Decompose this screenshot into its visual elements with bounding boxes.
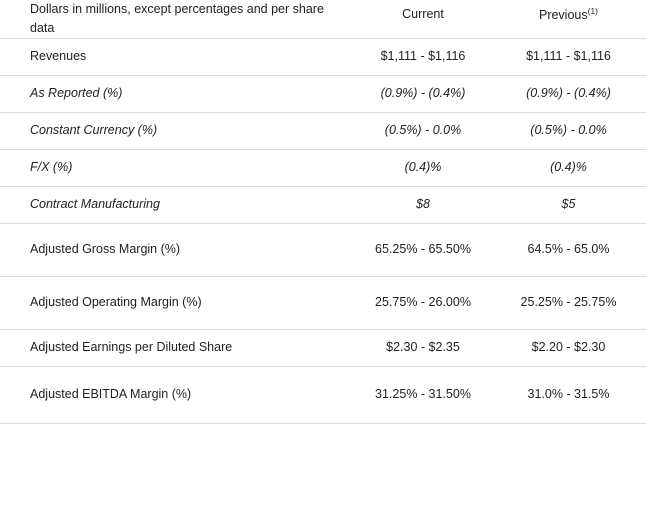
row-previous-value: 64.5% - 65.0% — [491, 223, 646, 276]
row-label: Adjusted Operating Margin (%) — [0, 276, 355, 329]
row-previous-value: (0.9%) - (0.4%) — [491, 75, 646, 112]
row-previous-value: $1,111 - $1,116 — [491, 38, 646, 75]
row-label: As Reported (%) — [0, 75, 355, 112]
row-current-value: $8 — [355, 186, 491, 223]
row-previous-value: 31.0% - 31.5% — [491, 366, 646, 423]
row-label: Adjusted Gross Margin (%) — [0, 223, 355, 276]
table-row — [0, 276, 646, 329]
row-current-value: 25.75% - 26.00% — [355, 276, 491, 329]
row-label: Adjusted Earnings per Diluted Share — [0, 329, 355, 366]
row-previous-value: $2.20 - $2.30 — [491, 329, 646, 366]
row-previous-value: (0.4)% — [491, 149, 646, 186]
row-label: Adjusted EBITDA Margin (%) — [0, 366, 355, 423]
row-current-value: 31.25% - 31.50% — [355, 366, 491, 423]
header-units-note: Dollars in millions, except percentages and per share data — [0, 0, 355, 38]
table-row — [0, 112, 646, 149]
row-label: Contract Manufacturing — [0, 186, 355, 223]
row-current-value: 65.25% - 65.50% — [355, 223, 491, 276]
header-current-label: Current — [402, 6, 444, 21]
row-label: Constant Currency (%) — [0, 112, 355, 149]
table-row — [0, 38, 646, 75]
row-current-value: $1,111 - $1,116 — [355, 38, 491, 75]
row-current-value: $2.30 - $2.35 — [355, 329, 491, 366]
row-previous-value: $5 — [491, 186, 646, 223]
row-previous-value: 25.25% - 25.75% — [491, 276, 646, 329]
row-label: Revenues — [0, 38, 355, 75]
header-previous — [491, 0, 646, 38]
row-current-value: (0.9%) - (0.4%) — [355, 75, 491, 112]
table-row — [0, 149, 646, 186]
header-previous-label: Previous — [538, 7, 588, 22]
table-body — [0, 38, 646, 423]
row-previous-value: (0.5%) - 0.0% — [491, 112, 646, 149]
table-header — [0, 0, 646, 38]
table-row — [0, 366, 646, 423]
header-previous-footnote: (1) — [587, 5, 599, 16]
table-row — [0, 223, 646, 276]
row-current-value: (0.4)% — [355, 149, 491, 186]
header-current — [355, 0, 491, 38]
row-current-value: (0.5%) - 0.0% — [355, 112, 491, 149]
table-row — [0, 75, 646, 112]
table-row — [0, 329, 646, 366]
table-row — [0, 186, 646, 223]
header-row — [0, 0, 646, 38]
row-label: F/X (%) — [0, 149, 355, 186]
